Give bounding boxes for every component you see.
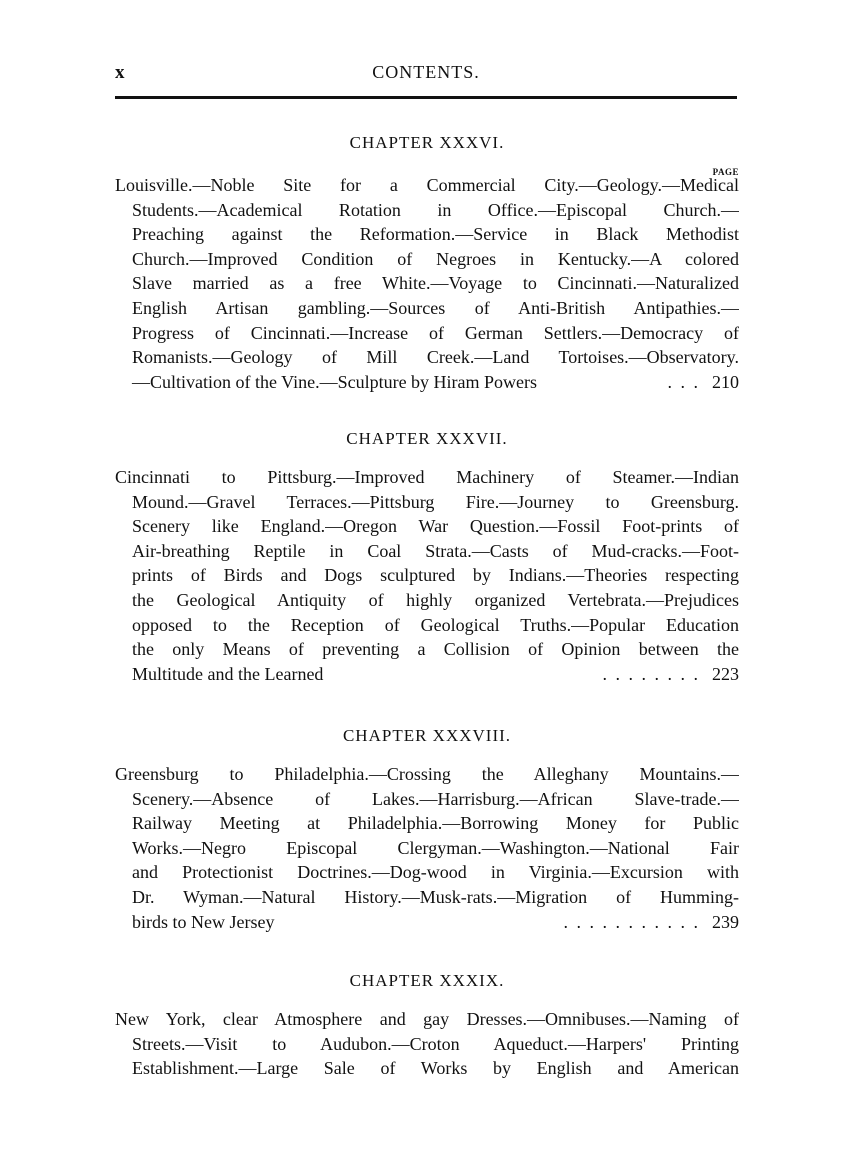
chapter-title: CHAPTER XXXIX. [349,971,505,990]
entry-line: Cincinnati to Pittsburg.—Improved Machinery of Steamer.—Indian [115,467,739,487]
entry-line: Preaching against the Reformation.—Service in Black Methodist [132,224,739,245]
entry-line: Scenery.—Absence of Lakes.—Harrisburg.—African Slave-trade.— [132,788,739,809]
entry-line: prints of Birds and Dogs sculptured by Indians.—Theories respecting [132,565,739,586]
header-rule [115,96,737,99]
entry-line: Louisville.—Noble Site for a Commercial City.—Geology.—Medical [115,175,739,195]
entry-last-text: Multitude and the Learned [132,663,324,684]
entry-last-text: birds to New Jersey [132,911,275,932]
entry-line: Greensburg to Philadelphia.—Crossing the Alleghany Mountains.— [115,764,739,784]
entry-line: the Geological Antiquity of highly organized Vertebrata.—Prejudices [132,589,739,610]
entry-line: and Protectionist Doctrines.—Dog-wood in Virginia.—Excursion with [132,862,739,883]
entry-line: English Artisan gambling.—Sources of Anti-British Antipathies.— [132,297,739,318]
chapter-title: CHAPTER XXXVII. [346,429,508,448]
chapter-37 [115,429,739,686]
entry-line: Progress of Cincinnati.—Increase of German Settlers.—Democracy of [132,322,739,343]
dot-leader: . . . . . . . . . . . [563,911,700,932]
entry-last-text: —Cultivation of the Vine.—Sculpture by Hiram Powers [132,371,538,392]
entry-last-line [115,662,739,687]
page-column-label: PAGE [712,167,739,177]
entry-line: Church.—Improved Condition of Negroes in Kentucky.—A colored [132,248,739,269]
dot-leader: . . . [667,371,700,392]
entry-line: Railway Meeting at Philadelphia.—Borrowing Money for Public [132,813,739,834]
page-header [115,62,737,90]
entry-line: opposed to the Reception of Geological Truths.—Popular Education [132,614,739,635]
entry-line: Slave married as a free White.—Voyage to Cincinnati.—Naturalized [132,273,739,294]
page-reference: 210 [712,371,739,392]
entry-line: the only Means of preventing a Collision of Opinion between the [132,639,739,660]
entry-last-line [115,370,739,395]
entry-line: Works.—Negro Episcopal Clergyman.—Washington.—National Fair [132,837,739,858]
entry-line: Romanists.—Geology of Mill Creek.—Land Tortoises.—Observatory. [132,347,739,368]
page-number: x [115,62,125,83]
chapter-36 [115,133,739,394]
chapter-title: CHAPTER XXXVI. [349,133,505,152]
entry-line: Scenery like England.—Oregon War Question.—Fossil Foot-prints of [132,516,739,537]
page-reference: 223 [712,663,739,684]
dot-leader: . . . . . . . . [602,663,700,684]
entry-line: Streets.—Visit to Audubon.—Croton Aqueduct.—Harpers' Printing [132,1033,739,1054]
page-reference: 239 [712,911,739,932]
entry-line: Establishment.—Large Sale of Works by English and American [132,1058,739,1079]
running-title: CONTENTS. [372,62,480,82]
entry-line: Air-breathing Reptile in Coal Strata.—Casts of Mud-cracks.—Foot- [132,540,739,561]
entry-line: New York, clear Atmosphere and gay Dresses.—Omnibuses.—Naming of [115,1009,739,1029]
chapter-39 [115,971,739,1081]
entry-last-line [115,910,739,935]
chapter-title: CHAPTER XXXVIII. [342,726,512,745]
entry-line: Dr. Wyman.—Natural History.—Musk-rats.—Migration of Humming- [132,886,739,907]
entry-line: Students.—Academical Rotation in Office.—Episcopal Church.— [132,199,739,220]
entry-line: Mound.—Gravel Terraces.—Pittsburg Fire.—Journey to Greensburg. [132,491,739,512]
chapter-38 [115,726,739,934]
